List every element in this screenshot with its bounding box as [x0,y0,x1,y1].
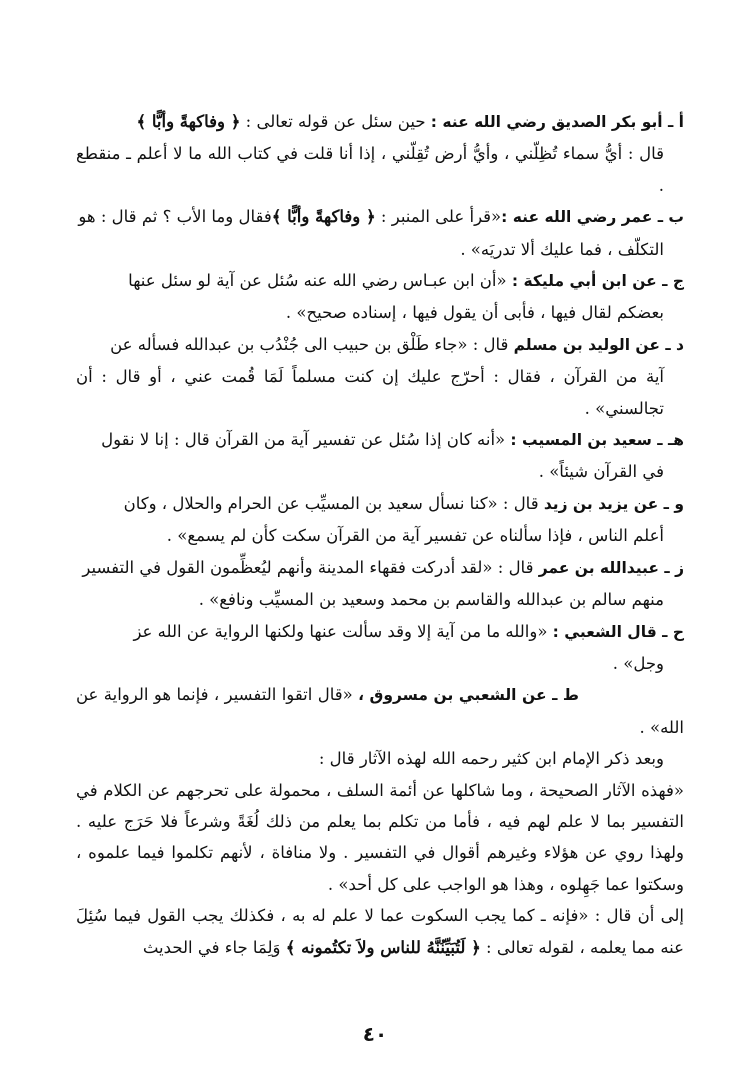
entry-text: «قال اتقوا التفسير ، فإنما هو الرواية عن الله» . [76,685,684,737]
entry-lead: ط ـ عن الشعبي بن مسروق ، [358,686,579,705]
entry-lead: د ـ عن الوليد بن مسلم [513,335,684,354]
page-body [76,106,684,963]
entry-c [76,265,684,329]
final-paragraph [76,900,684,963]
entry-continuation: قال : أيُّ سماء تُظِلّني ، وأيُّ أرض تُقِلّني ، إذا أنا قلت في كتاب الله ما لا أعلم ـ منقطع . [76,144,664,195]
ibn-kathir-quote: «فهذه الآثار الصحيحة ، وما شاكلها عن أئمة السلف ، محمولة على تحرجهم عن الكلام في التفسير بما لا علم لهم فيه ، فأما من تكلم بما يعلم من ذلك لُغَةً وشرعاً فلا حَرَج عليه . ولهذا روي عن هؤلاء وغيرهم أقوال في التفسير . ولا منافاة ، لأنهم تكلموا فيما علموه ، وسكتوا عما جَهِلوه ، وهذا هو الواجب على كل أحد» . [76,780,684,894]
paragraph-text: وَلِمَا جاء في الحديث [142,937,286,957]
entry-text: «أن ابن عبـاس رضي الله عنه سُئل عن آية لو سئل عنها [128,271,512,291]
entry-continuation: منهم سالم بن عبدالله والقاسم بن محمد وسعيد بن المسيِّب ونافع» . [198,590,664,610]
entry-text: قال : «كنا نسأل سعيد بن المسيِّب عن الحرام والحلال ، وكان [123,493,544,513]
entry-lead: و ـ عن يزيد بن زيد [543,494,684,513]
entry-lead: هـ ـ سعيد بن المسيب : [510,431,684,450]
entry-ta [76,679,684,743]
quran-verse: ﴿ وفاكهةً وأبًّا ﴾ [271,207,376,227]
quran-verse: ﴿ وفاكهةً وأبًّا ﴾ [136,112,241,131]
entry-b [76,201,684,265]
entry-text: حين سئل عن قوله تعالى : [240,112,431,131]
entry-continuation: آية من القرآن ، فقال : أحرّج عليك إن كنت مسلماً لَمَا قُمت عني ، أو قال : أن تجالسني» . [76,367,664,418]
entry-text: قال : «لقد أدركت فقهاء المدينة وأنهم ليُعظِّمون القول في التفسير [82,557,539,577]
entry-lead: ب ـ عمر رضي الله عنه : [501,208,684,227]
entry-text: «قرأ على المنبر : [375,207,502,227]
entry-lead: ج ـ عن ابن أبي مليكة : [511,272,684,291]
entry-a [76,106,684,201]
entry-text: فقال وما الأب ؟ ثم قال : هو [78,207,272,227]
entry-d [76,329,684,424]
entry-continuation: وجل» . [612,653,664,673]
entry-continuation: بعضكم لقال فيها ، فأبى أن يقول فيها ، إسناده صحيح» . [285,303,664,323]
entry-continuation: أعلم الناس ، فإذا سألناه عن تفسير آية من القرآن سكت كأن لم يسمع» . [166,526,664,546]
entry-h [76,616,684,680]
paragraph-text: إلى أن قال : «فإنه ـ كما يجب السكوت عما لا علم له به ، فكذلك يجب القول فيما سُئِلَ عنه مما يعلمه ، لقوله تعالى : [76,906,684,957]
entry-text: قال : «جاء طَلْق بن حبيب الى جُنْدُب بن عبدالله فسأله عن [110,334,514,354]
entry-text: «أنه كان إذا سُئل عن تفسير آية من القرآن قال : إنا لا نقول [101,430,511,450]
entry-g [76,552,684,616]
entry-continuation: في القرآن شيئاً» . [538,462,664,482]
entry-e [76,424,684,488]
page-number: ٤٠ [362,1022,388,1046]
ibn-kathir-intro: وبعد ذكر الإمام ابن كثير رحمه الله لهذه الآثار قال : [318,749,664,769]
entry-text: «والله ما من آية إلا وقد سألت عنها ولكنها الرواية عن الله عز [133,621,553,641]
entry-continuation: التكلّف ، فما عليك ألا تدريَه» . [460,239,664,259]
entry-lead: ح ـ قال الشعبي : [552,622,684,641]
entry-lead: أ ـ أبو بكر الصديق رضي الله عنه : [430,113,684,131]
entry-lead: ز ـ عبيدالله بن عمر [538,558,684,577]
entry-f [76,488,684,552]
quran-verse: ﴿ لَتُبَيِّنُنَّهُ للناس ولاَ تكتُمونه ﴾ [285,937,481,957]
